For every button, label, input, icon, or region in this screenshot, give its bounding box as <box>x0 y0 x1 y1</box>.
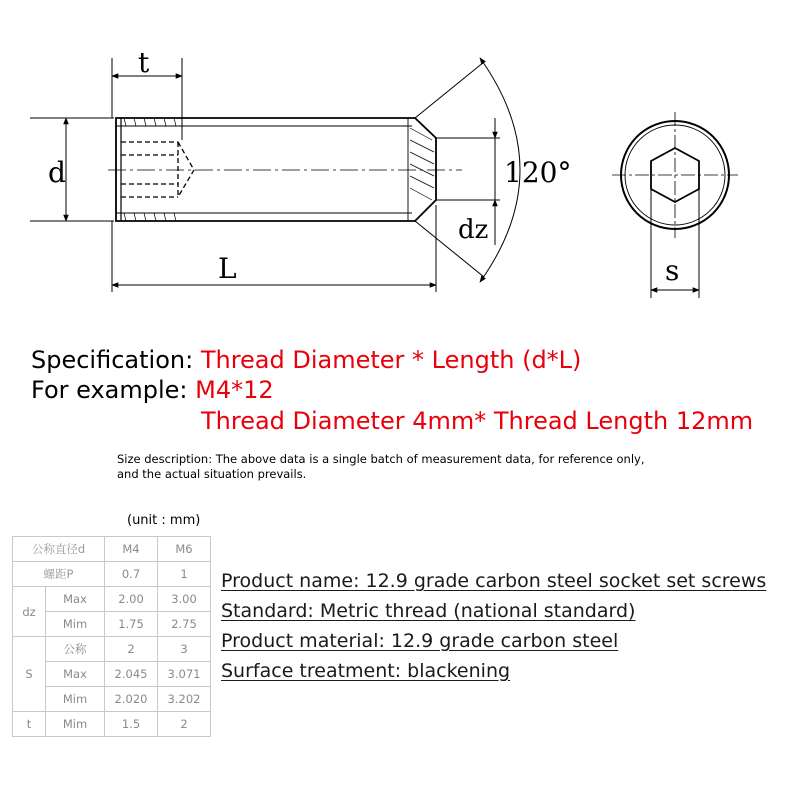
table-row <box>13 537 211 562</box>
product-material: Product material: 12.9 grade carbon steel <box>221 630 619 652</box>
table-cell: 2.75 <box>158 612 211 637</box>
table-cell: 2.045 <box>105 662 158 687</box>
table-cell: 2.00 <box>105 587 158 612</box>
table-cell: M6 <box>158 537 211 562</box>
table-row <box>13 637 211 662</box>
table-cell: Max <box>46 662 105 687</box>
table-cell: 3 <box>158 637 211 662</box>
label-L: L <box>218 252 237 285</box>
dimension-L <box>112 205 436 292</box>
spec-line-3 <box>201 406 753 436</box>
size-description-line-1: Size description: The above data is a single batch of measurement data, for reference only, <box>117 452 645 466</box>
dimension-d <box>30 118 114 221</box>
size-description <box>117 452 757 482</box>
table-cell: 1.5 <box>105 712 158 737</box>
table-cell: Max <box>46 587 105 612</box>
table-cell: 2 <box>158 712 211 737</box>
example-key: For example: <box>31 376 188 404</box>
spec-line-2 <box>31 375 274 405</box>
label-t: t <box>138 46 150 79</box>
unit-label: (unit : mm) <box>127 513 201 528</box>
table-row <box>13 562 211 587</box>
table-cell: Mim <box>46 687 105 712</box>
product-surface-treatment: Surface treatment: blackening <box>221 660 511 682</box>
spec-line-1 <box>31 345 581 375</box>
label-s: s <box>665 254 680 287</box>
spec-key: Specification: <box>31 346 194 374</box>
spec-value: Thread Diameter * Length (d*L) <box>200 346 582 374</box>
table-row <box>13 587 211 612</box>
table-cell: Mim <box>46 612 105 637</box>
label-angle: 120° <box>504 156 572 189</box>
table-cell: 0.7 <box>105 562 158 587</box>
table-cell: 2 <box>105 637 158 662</box>
table-cell: 3.00 <box>158 587 211 612</box>
product-name: Product name: 12.9 grade carbon steel socket set screws <box>221 570 767 592</box>
table-cell: 公称 <box>46 637 105 662</box>
table-cell: t <box>13 712 46 737</box>
label-dz: dz <box>458 215 489 245</box>
example-detail: Thread Diameter 4mm* Thread Length 12mm <box>201 407 754 435</box>
label-d: d <box>48 156 66 189</box>
table-row <box>13 712 211 737</box>
table-cell: 3.202 <box>158 687 211 712</box>
table-cell: dz <box>13 587 46 637</box>
table-cell: 3.071 <box>158 662 211 687</box>
table-cell: 公称直径d <box>13 537 105 562</box>
dimension-table <box>12 536 211 737</box>
product-standard: Standard: Metric thread (national standard) <box>221 600 636 622</box>
table-cell: M4 <box>105 537 158 562</box>
table-cell: 1.75 <box>105 612 158 637</box>
table-cell: Mim <box>46 712 105 737</box>
example-value: M4*12 <box>195 376 274 404</box>
table-cell: S <box>13 637 46 712</box>
screw-end-view <box>612 112 738 238</box>
table-cell: 螺距P <box>13 562 105 587</box>
set-screw-technical-drawing <box>0 0 800 340</box>
size-description-line-2: and the actual situation prevails. <box>117 467 307 481</box>
table-cell: 2.020 <box>105 687 158 712</box>
screw-side-view <box>108 118 462 221</box>
table-cell: 1 <box>158 562 211 587</box>
